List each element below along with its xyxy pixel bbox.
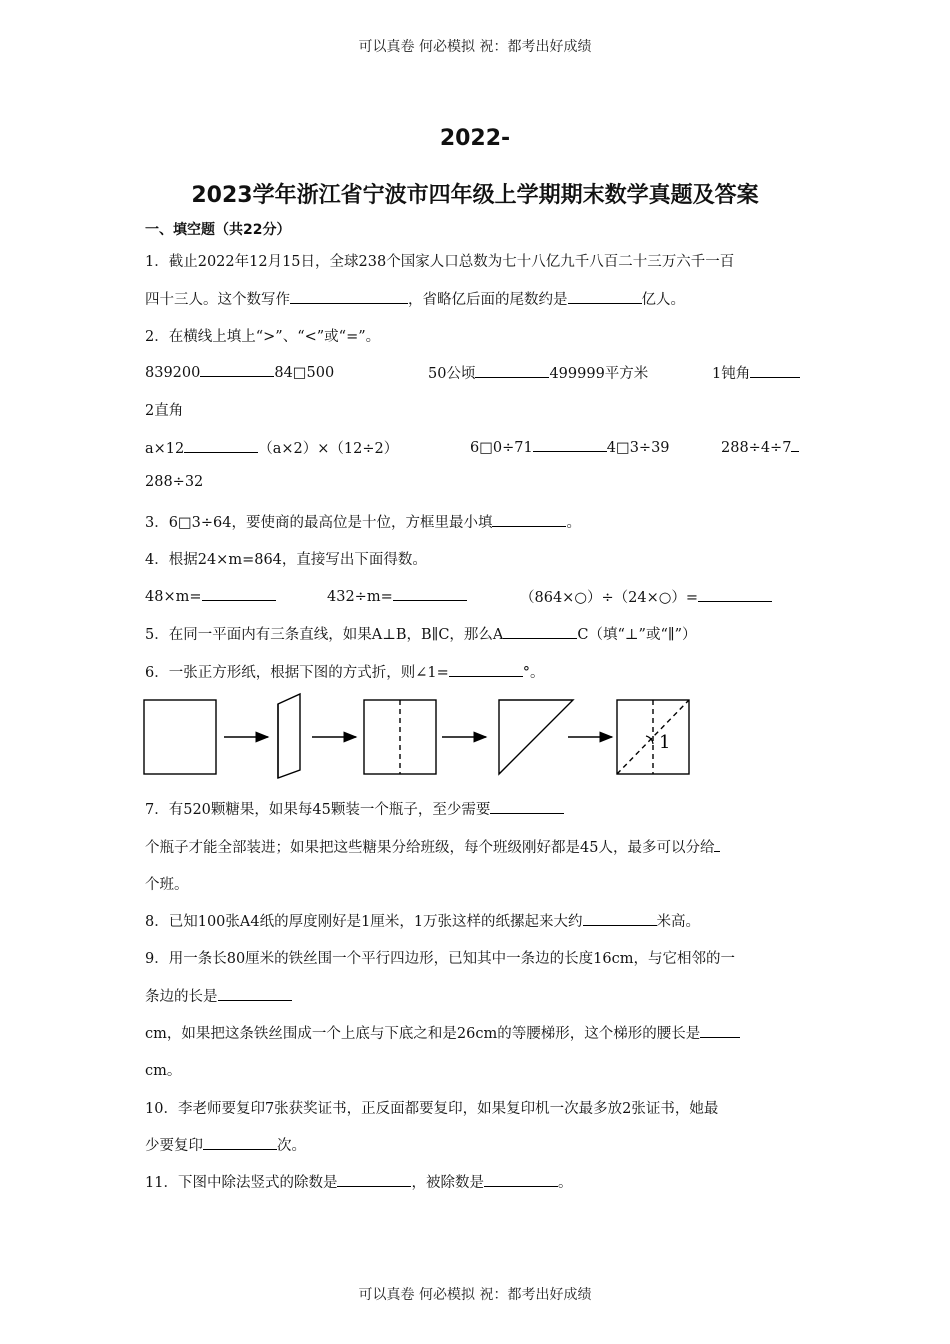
q4-blank-2[interactable] [393,586,467,601]
q2-blank-2[interactable] [475,363,549,378]
q7-blank-1[interactable] [490,799,564,814]
q4-expr-3: （864×○）÷（24×○）= [520,586,772,607]
q9-line-4: cm。 [145,1063,182,1079]
q5-blank[interactable] [503,624,577,639]
q7-line-3: 个班。 [145,877,189,893]
q4-blank-3[interactable] [698,587,772,602]
q2-row2-col3-cont: 288÷32 [145,474,204,490]
q2-row1-col1: 839200 84□500 [145,362,334,381]
q10-line-1: 10．李老师要复印7张获奖证书，正反面都要复印，如果复印机一次最多放2张证书，她最 [145,1101,719,1117]
diagram-triangle [499,700,573,774]
title-line-2: 2023学年浙江省宁波市四年级上学期期末数学真题及答案 [191,183,759,208]
q2-row1-col2: 50公顷 499999平方米 [428,362,648,383]
q2-text: 2．在横线上填上“>”、“<”或“=”。 [145,329,381,345]
title-line-1: 2022- [439,126,511,151]
q11-blank-1[interactable] [337,1172,411,1187]
q2-row2-col3: 288÷4÷7 [721,437,799,456]
q2-row1-col3-cont: 2直角 [145,403,184,419]
q2-blank-4[interactable] [184,438,258,453]
diagram-square [144,700,216,774]
q1-line-1: 1．截止2022年12月15日，全球238个国家人口总数为七十八亿九千八百二十三万六千一百 [145,254,735,270]
q9-blank-1[interactable] [218,986,292,1001]
q4-expr-1: 48×m= [145,586,276,605]
q2-blank-5[interactable] [533,437,607,452]
q8-line: 8．已知100张A4纸的厚度刚好是1厘米，1万张这样的纸摞起来大约 米高。 [145,910,700,931]
q6-line: 6．一张正方形纸，根据下图的方式折，则∠1= °。 [145,661,545,682]
q9-blank-2[interactable] [700,1023,740,1038]
q4-expr-2: 432÷m= [327,586,467,605]
q11-blank-2[interactable] [484,1172,558,1187]
q9-line-1: 9．用一条长80厘米的铁丝围一个平行四边形，已知其中一条边的长度16cm，与它相邻的一 [145,951,735,967]
q6-blank[interactable] [449,662,523,677]
q7-blank-2[interactable] [714,837,720,852]
q2-blank-1[interactable] [200,362,274,377]
q9-line-3: cm，如果把这条铁丝围成一个上底与下底之和是26cm的等腰梯形，这个梯形的腰长是 [145,1022,740,1043]
q7-line-1: 7．有520颗糖果，如果每45颗装一个瓶子，至少需要 [145,798,564,819]
diagram-folded-strip [278,694,300,778]
q1-blank-1[interactable] [290,289,408,304]
q2-blank-6[interactable] [791,437,799,452]
q1-line-2: 四十三人。这个数写作 ，省略亿后面的尾数约是 亿人。 [145,288,685,309]
diagram-angle-label: 1 [659,732,671,753]
q2-row2-col1: a×12 （a×2）×（12÷2） [145,437,398,458]
q2-row2-col2: 6□0÷71 4□3÷39 [470,437,670,456]
q4-text: 4．根据24×m=864，直接写出下面得数。 [145,552,427,568]
section-heading: 一、填空题（共22分） [145,222,291,238]
q3-blank[interactable] [492,512,566,527]
q7-line-2: 个瓶子才能全部装进；如果把这些糖果分给班级，每个班级刚好都是45人，最多可以分给 [145,836,720,857]
q3-line: 3．6□3÷64，要使商的最高位是十位，方框里最小填 。 [145,511,581,532]
q2-row1-col3: 1钝角 [712,362,800,383]
q2-blank-3[interactable] [750,363,800,378]
q4-blank-1[interactable] [202,586,276,601]
q5-line: 5．在同一平面内有三条直线，如果A⊥B，B∥C，那么A C（填“⊥”或“∥”） [145,623,697,644]
q1-blank-2[interactable] [568,289,642,304]
q8-blank[interactable] [583,911,657,926]
q10-blank[interactable] [203,1135,277,1150]
q11-line: 11．下图中除法竖式的除数是 ，被除数是 。 [145,1171,572,1192]
folding-diagram [140,692,700,782]
q9-line-2: 条边的长是 [145,985,292,1006]
page-header: 可以真卷 何必模拟 祝：都考出好成绩 [358,39,592,55]
page-footer: 可以真卷 何必模拟 祝：都考出好成绩 [358,1287,592,1303]
q10-line-2: 少要复印 次。 [145,1134,306,1155]
